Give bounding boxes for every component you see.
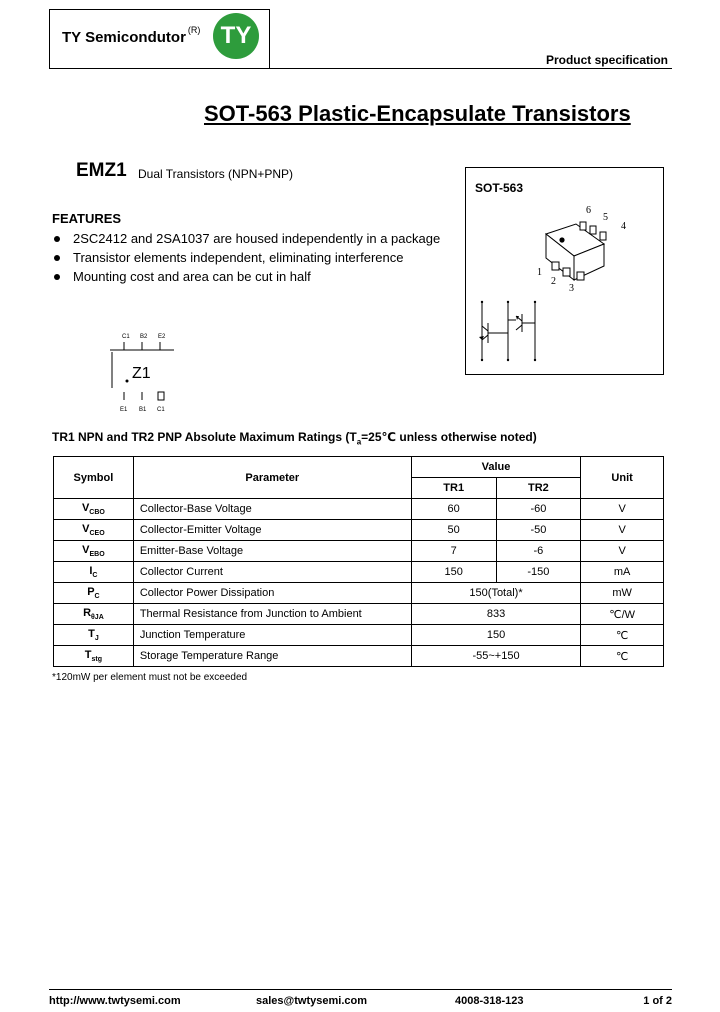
col-header-tr1: TR1: [411, 478, 496, 499]
table-row: [54, 583, 664, 604]
tr1-cell: 50: [411, 520, 496, 541]
unit-cell: mW: [581, 583, 664, 604]
tr1-cell: 150: [411, 562, 496, 583]
col-header-unit: Unit: [581, 457, 664, 499]
marking-diagram: [110, 330, 180, 415]
unit-cell: V: [581, 541, 664, 562]
part-number: EMZ1: [76, 160, 127, 181]
table-row: [54, 562, 664, 583]
package-title: SOT-563: [475, 181, 524, 195]
brand-text: TY Semicondutor: [62, 29, 186, 46]
tr2-cell: -60: [496, 499, 581, 520]
parameter-cell: Thermal Resistance from Junction to Ambient: [133, 604, 411, 625]
symbol-sub: C: [92, 572, 98, 580]
registered-mark: (R): [187, 25, 201, 35]
pin-label: 4: [621, 221, 626, 232]
features-heading: FEATURES: [52, 211, 122, 226]
unit-cell: ℃: [581, 625, 664, 646]
tr2-cell: -50: [496, 520, 581, 541]
table-row: [54, 646, 664, 667]
col-header-tr2: TR2: [496, 478, 581, 499]
col-header-value: Value: [411, 457, 580, 478]
col-header-parameter: Parameter: [133, 457, 411, 499]
ratings-title-sub: a: [356, 437, 362, 447]
table-footnote: *120mW per element must not be exceeded: [52, 672, 248, 683]
symbol-sub: CEO: [89, 530, 105, 538]
bullet-icon: [54, 236, 60, 242]
pin-label: 2: [551, 276, 556, 287]
feature-item: [52, 229, 440, 248]
footer-website-link[interactable]: http://www.twtysemi.com: [49, 995, 181, 1007]
col-header-symbol: Symbol: [54, 457, 134, 499]
value-cell: -55~+150: [411, 646, 580, 667]
pin-label: 3: [569, 283, 574, 294]
marking-bottom-label: C1: [157, 407, 165, 413]
company-logo: TY: [213, 13, 259, 59]
bullet-icon: [54, 274, 60, 280]
symbol-cell: [54, 604, 134, 625]
ratings-title-text: =25℃ unless otherwise noted): [361, 430, 537, 444]
parameter-cell: Junction Temperature: [133, 625, 411, 646]
feature-item: [52, 248, 440, 267]
unit-cell: ℃/W: [581, 604, 664, 625]
value-cell: 150: [411, 625, 580, 646]
feature-text: 2SC2412 and 2SA1037 are housed independently in a package: [73, 231, 441, 246]
bullet-icon: [54, 255, 60, 261]
registered-letter: R: [190, 25, 198, 35]
value-cell: 833: [411, 604, 580, 625]
package-drawing: [466, 198, 662, 373]
marking-bottom-label: E1: [120, 407, 128, 413]
part-description: Dual Transistors (NPN+PNP): [138, 167, 294, 181]
symbol-sub: CBO: [89, 509, 105, 517]
marking-code: Z1: [132, 365, 151, 382]
symbol-sub: θJA: [91, 614, 104, 622]
footer-phone: 4008-318-123: [455, 995, 524, 1007]
pin-label: 1: [537, 267, 542, 278]
package-body-icon: [546, 222, 606, 280]
symbol-sub: J: [94, 635, 99, 643]
table-row: [54, 541, 664, 562]
symbol-letter: V: [82, 522, 90, 535]
table-header-row: [54, 457, 664, 478]
unit-cell: V: [581, 499, 664, 520]
parameter-cell: Storage Temperature Range: [133, 646, 411, 667]
unit-cell: ℃: [581, 646, 664, 667]
table-row: [54, 625, 664, 646]
unit-cell: V: [581, 520, 664, 541]
page-title: SOT-563 Plastic-Encapsulate Transistors: [204, 101, 631, 126]
parameter-cell: Emitter-Base Voltage: [133, 541, 411, 562]
table-row: [54, 604, 664, 625]
brand-name: [62, 25, 201, 46]
symbol-sub: C: [94, 593, 100, 601]
symbol-cell: [54, 499, 134, 520]
symbol-letter: R: [83, 606, 92, 619]
pin-label: 5: [603, 212, 608, 223]
marking-top-label: E2: [158, 334, 166, 340]
symbol-cell: [54, 520, 134, 541]
symbol-cell: [54, 541, 134, 562]
feature-text: Mounting cost and area can be cut in half: [73, 269, 311, 284]
header-rule: [270, 68, 672, 69]
symbol-sub: stg: [91, 656, 103, 664]
marking-top-label: B2: [140, 334, 148, 340]
symbol-cell: [54, 625, 134, 646]
ratings-table: [53, 456, 664, 667]
symbol-letter: I: [89, 564, 93, 577]
footer-email-link[interactable]: sales@twtysemi.com: [256, 995, 367, 1007]
schematic-icon: [482, 302, 535, 360]
feature-text: Transistor elements independent, eliminating interference: [73, 250, 404, 265]
page-number: 1 of 2: [643, 995, 672, 1007]
symbol-sub: EBO: [89, 551, 105, 559]
symbol-cell: [54, 646, 134, 667]
ratings-title: [52, 430, 537, 446]
table-row: [54, 520, 664, 541]
product-spec-label: Product specification: [545, 53, 668, 67]
symbol-cell: [54, 583, 134, 604]
feature-item: [52, 267, 440, 286]
footer-rule: [49, 989, 672, 990]
marking-bottom-label: B1: [139, 407, 147, 413]
ratings-title-text: TR1 NPN and TR2 PNP Absolute Maximum Ratings (T: [52, 430, 357, 444]
table-row: [54, 499, 664, 520]
symbol-letter: T: [88, 627, 95, 640]
symbol-letter: P: [87, 585, 95, 598]
tr1-cell: 7: [411, 541, 496, 562]
parameter-cell: Collector Power Dissipation: [133, 583, 411, 604]
features-list: [52, 229, 440, 286]
tr2-cell: -6: [496, 541, 581, 562]
unit-cell: mA: [581, 562, 664, 583]
tr2-cell: -150: [496, 562, 581, 583]
parameter-cell: Collector Current: [133, 562, 411, 583]
marking-top-label: C1: [122, 334, 130, 340]
symbol-letter: V: [82, 543, 90, 556]
symbol-letter: T: [84, 648, 92, 661]
parameter-cell: Collector-Base Voltage: [133, 499, 411, 520]
tr1-cell: 60: [411, 499, 496, 520]
symbol-cell: [54, 562, 134, 583]
symbol-letter: V: [81, 501, 90, 514]
value-cell: 150(Total)*: [411, 583, 580, 604]
pin-label: 6: [586, 205, 591, 216]
parameter-cell: Collector-Emitter Voltage: [133, 520, 411, 541]
